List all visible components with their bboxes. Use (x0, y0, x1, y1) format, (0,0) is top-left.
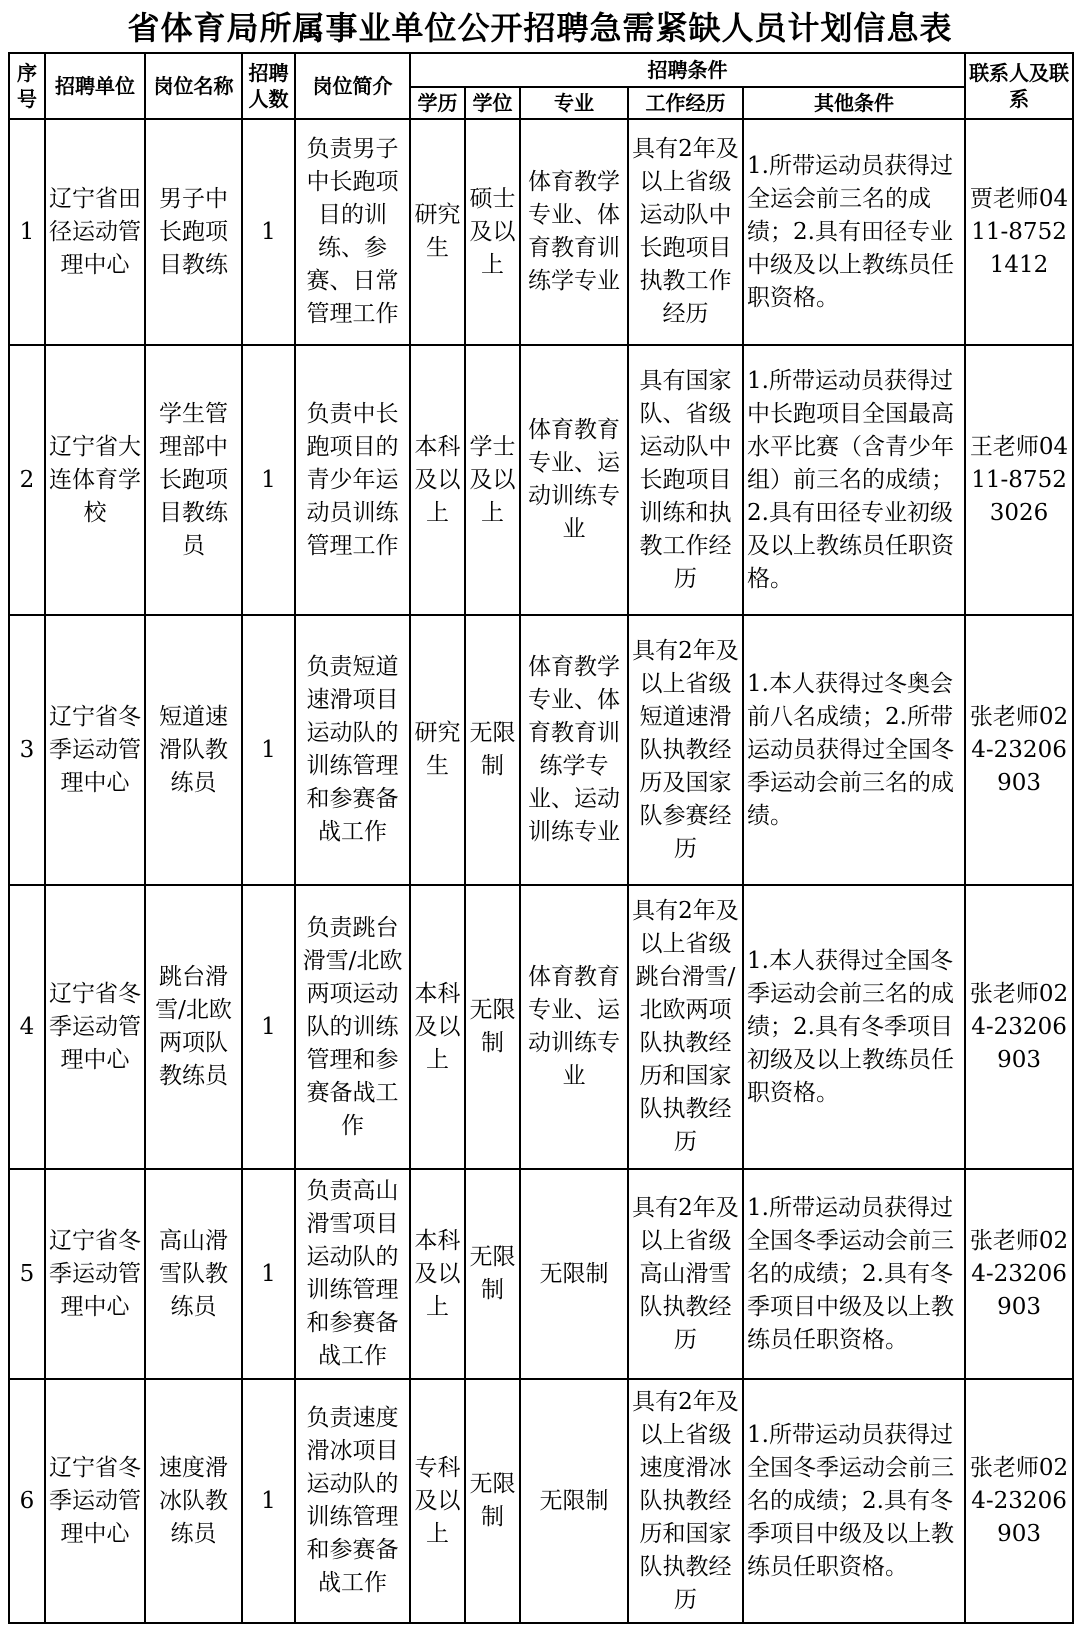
cell-major: 无限制 (520, 1169, 628, 1379)
cell-seq: 4 (9, 885, 45, 1169)
table-row (9, 119, 1073, 345)
cell-unit: 辽宁省大连体育学校 (45, 345, 145, 615)
cell-degree: 硕士及以上 (465, 119, 520, 345)
cell-other: 1.所带运动员获得过全国冬季运动会前三名的成绩；2.具有冬季项目中级及以上教练员任职资格。 (743, 1169, 965, 1379)
cell-degree: 无限制 (465, 885, 520, 1169)
cell-count: 1 (242, 615, 295, 885)
header-other: 其他条件 (743, 87, 965, 119)
cell-degree: 无限制 (465, 1379, 520, 1623)
cell-unit: 辽宁省田径运动管理中心 (45, 119, 145, 345)
cell-unit: 辽宁省冬季运动管理中心 (45, 615, 145, 885)
cell-education: 研究生 (410, 119, 465, 345)
cell-education: 研究生 (410, 615, 465, 885)
cell-experience: 具有国家队、省级运动队中长跑项目训练和执教工作经历 (628, 345, 743, 615)
header-count: 招聘人数 (242, 53, 295, 119)
cell-count: 1 (242, 119, 295, 345)
cell-unit: 辽宁省冬季运动管理中心 (45, 1379, 145, 1623)
cell-seq: 5 (9, 1169, 45, 1379)
header-education: 学历 (410, 87, 465, 119)
cell-major: 体育教育专业、运动训练专业 (520, 345, 628, 615)
cell-seq: 2 (9, 345, 45, 615)
recruitment-table (8, 52, 1074, 1624)
header-intro: 岗位简介 (295, 53, 410, 119)
cell-experience: 具有2年及以上省级速度滑冰队执教经历和国家队执教经历 (628, 1379, 743, 1623)
header-post: 岗位名称 (145, 53, 242, 119)
header-experience: 工作经历 (628, 87, 743, 119)
cell-other: 1.本人获得过冬奥会前八名成绩；2.所带运动员获得过全国冬季运动会前三名的成绩。 (743, 615, 965, 885)
table-row (9, 1169, 1073, 1379)
cell-education: 本科及以上 (410, 345, 465, 615)
cell-count: 1 (242, 345, 295, 615)
cell-education: 专科及以上 (410, 1379, 465, 1623)
cell-count: 1 (242, 1379, 295, 1623)
header-contact: 联系人及联系 (965, 53, 1073, 119)
cell-post: 高山滑雪队教练员 (145, 1169, 242, 1379)
cell-seq: 1 (9, 119, 45, 345)
cell-contact: 张老师024-23206903 (965, 1379, 1073, 1623)
cell-post: 短道速滑队教练员 (145, 615, 242, 885)
header-seq: 序号 (9, 53, 45, 119)
cell-contact: 张老师024-23206903 (965, 615, 1073, 885)
cell-contact: 王老师0411-87523026 (965, 345, 1073, 615)
header-unit: 招聘单位 (45, 53, 145, 119)
cell-other: 1.本人获得过全国冬季运动会前三名的成绩；2.具有冬季项目初级及以上教练员任职资格。 (743, 885, 965, 1169)
cell-post: 跳台滑雪/北欧两项队教练员 (145, 885, 242, 1169)
cell-contact: 张老师024-23206903 (965, 1169, 1073, 1379)
header-degree: 学位 (465, 87, 520, 119)
cell-intro: 负责跳台滑雪/北欧两项运动队的训练管理和参赛备战工作 (295, 885, 410, 1169)
cell-intro: 负责中长跑项目的青少年运动员训练管理工作 (295, 345, 410, 615)
cell-intro: 负责高山滑雪项目运动队的训练管理和参赛备战工作 (295, 1169, 410, 1379)
cell-experience: 具有2年及以上省级高山滑雪队执教经历 (628, 1169, 743, 1379)
cell-other: 1.所带运动员获得过全运会前三名的成绩；2.具有田径专业中级及以上教练员任职资格。 (743, 119, 965, 345)
cell-major: 体育教学专业、体育教育训练学专业、运动训练专业 (520, 615, 628, 885)
cell-post: 男子中长跑项目教练 (145, 119, 242, 345)
table-row (9, 1379, 1073, 1623)
cell-major: 无限制 (520, 1379, 628, 1623)
cell-seq: 6 (9, 1379, 45, 1623)
cell-intro: 负责短道速滑项目运动队的训练管理和参赛备战工作 (295, 615, 410, 885)
cell-other: 1.所带运动员获得过中长跑项目全国最高水平比赛（含青少年组）前三名的成绩；2.具有田径专业初级及以上教练员任职资格。 (743, 345, 965, 615)
cell-count: 1 (242, 1169, 295, 1379)
cell-degree: 学士及以上 (465, 345, 520, 615)
header-major: 专业 (520, 87, 628, 119)
cell-degree: 无限制 (465, 615, 520, 885)
cell-experience: 具有2年及以上省级跳台滑雪/北欧两项队执教经历和国家队执教经历 (628, 885, 743, 1169)
cell-unit: 辽宁省冬季运动管理中心 (45, 885, 145, 1169)
cell-count: 1 (242, 885, 295, 1169)
cell-education: 本科及以上 (410, 885, 465, 1169)
table-row (9, 615, 1073, 885)
table-row (9, 345, 1073, 615)
cell-post: 速度滑冰队教练员 (145, 1379, 242, 1623)
cell-experience: 具有2年及以上省级运动队中长跑项目执教工作经历 (628, 119, 743, 345)
cell-experience: 具有2年及以上省级短道速滑队执教经历及国家队参赛经历 (628, 615, 743, 885)
cell-intro: 负责男子中长跑项目的训练、参赛、日常管理工作 (295, 119, 410, 345)
header-conditions: 招聘条件 (410, 53, 965, 87)
cell-major: 体育教学专业、体育教育训练学专业 (520, 119, 628, 345)
cell-contact: 张老师024-23206903 (965, 885, 1073, 1169)
cell-intro: 负责速度滑冰项目运动队的训练管理和参赛备战工作 (295, 1379, 410, 1623)
cell-degree: 无限制 (465, 1169, 520, 1379)
cell-major: 体育教育专业、运动训练专业 (520, 885, 628, 1169)
table-row (9, 885, 1073, 1169)
cell-post: 学生管理部中长跑项目教练员 (145, 345, 242, 615)
cell-seq: 3 (9, 615, 45, 885)
cell-contact: 贾老师0411-87521412 (965, 119, 1073, 345)
cell-other: 1.所带运动员获得过全国冬季运动会前三名的成绩；2.具有冬季项目中级及以上教练员任职资格。 (743, 1379, 965, 1623)
page-title: 省体育局所属事业单位公开招聘急需紧缺人员计划信息表 (127, 9, 953, 47)
cell-education: 本科及以上 (410, 1169, 465, 1379)
cell-unit: 辽宁省冬季运动管理中心 (45, 1169, 145, 1379)
